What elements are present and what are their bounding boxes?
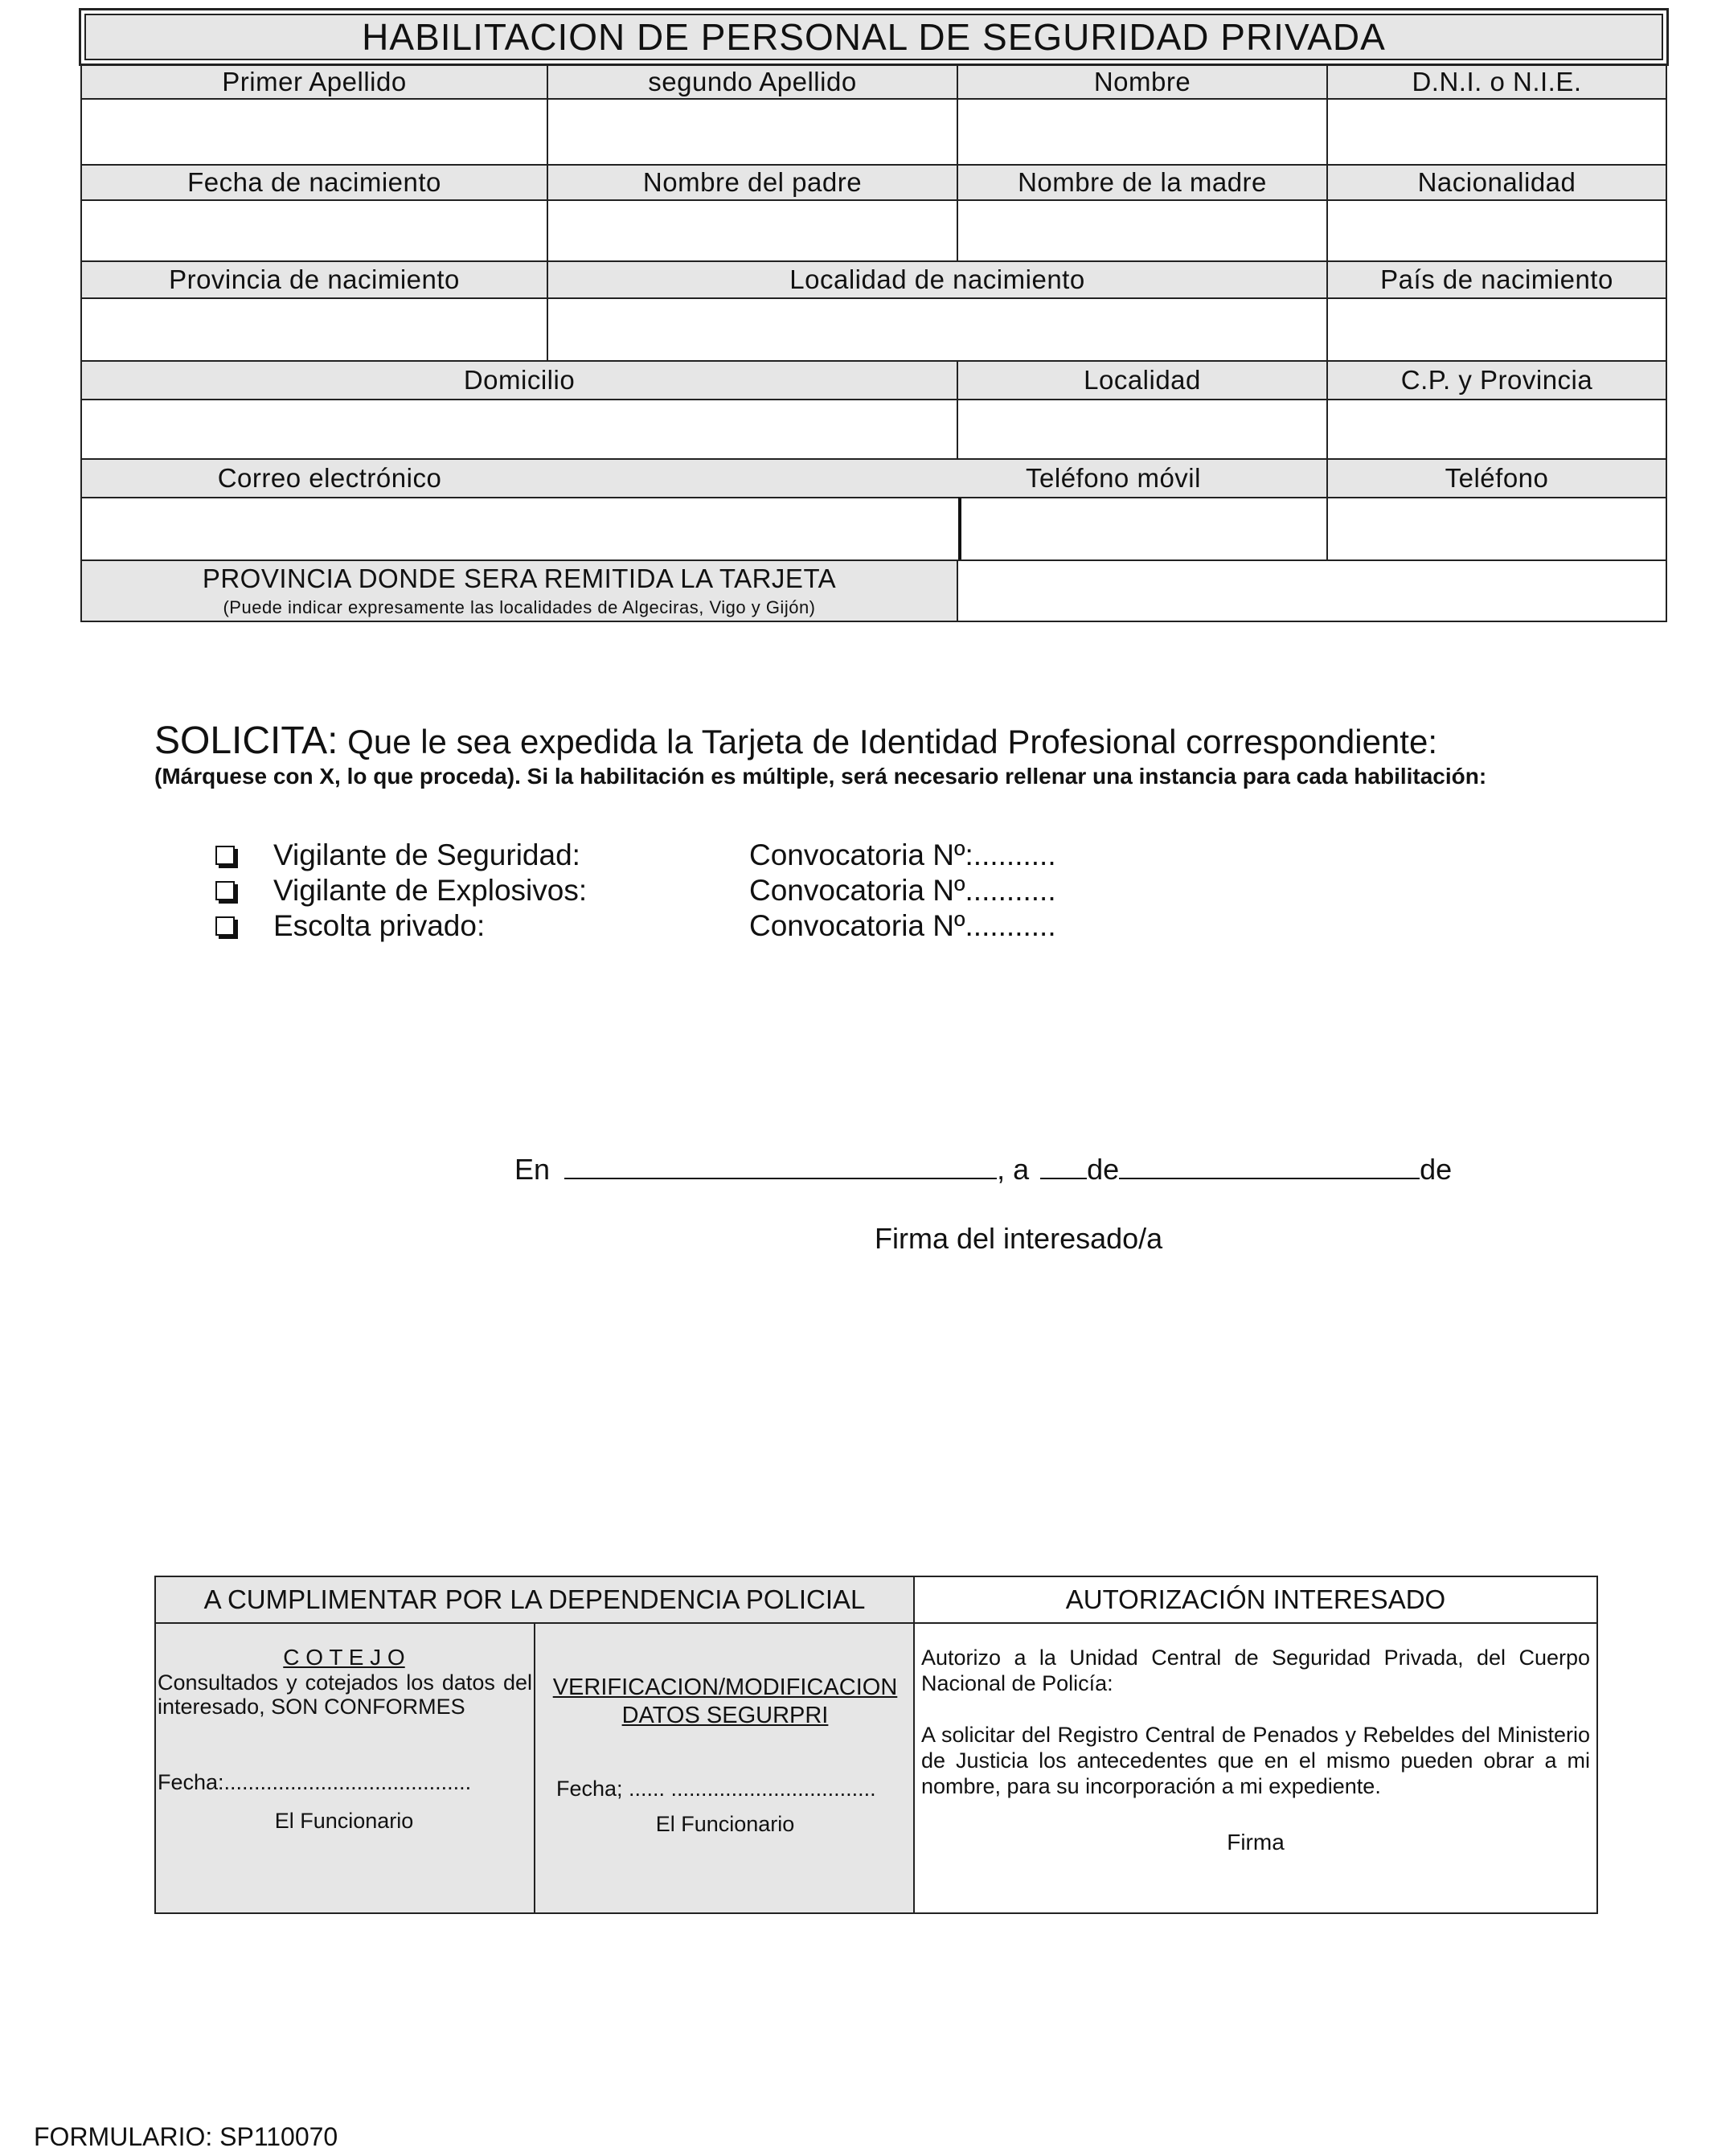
solicita-note: (Márquese con X, lo que proceda). Si la habilitación es múltiple, será necesario rellenar una instancia para cada habilitación: [154, 764, 1487, 789]
nombre-field[interactable] [957, 98, 1328, 166]
label-localidad: Localidad [957, 360, 1328, 400]
label-nacionalidad: Nacionalidad [1326, 164, 1667, 201]
authorization-p2: A solicitar del Registro Central de Penados y Rebeldes del Ministerio de Justicia los antecedentes que en el mismo pueden obrar a mi nombre, para su incorporación a mi expediente. [921, 1723, 1590, 1798]
option-escolta-privado [215, 907, 1180, 945]
label-provincia-tarjeta [80, 559, 958, 622]
verificacion-panel [534, 1622, 915, 1914]
vigilante-seguridad-convocatoria: Convocatoria Nº:.......... [749, 838, 1056, 871]
label-nombre-madre: Nombre de la madre [957, 164, 1328, 201]
telefono-field[interactable] [1326, 497, 1667, 561]
provincia-tarjeta-note: (Puede indicar expresamente las localidades de Algeciras, Vigo y Gijón) [223, 597, 816, 617]
label-domicilio: Domicilio [80, 360, 958, 400]
solicita-line [154, 719, 1666, 767]
dni-field[interactable] [1326, 98, 1667, 166]
authorization-header: AUTORIZACIÓN INTERESADO [913, 1576, 1598, 1624]
vigilante-seguridad-checkbox[interactable] [215, 846, 235, 865]
place-field[interactable] [564, 1154, 997, 1179]
escolta-privado-checkbox[interactable] [215, 916, 235, 936]
day-field[interactable] [1040, 1154, 1087, 1179]
label-dni: D.N.I. o N.I.E. [1326, 64, 1667, 100]
label-cp-provincia: C.P. y Provincia [1326, 360, 1667, 400]
localidad-field[interactable] [957, 399, 1328, 460]
solicita-text: Que le sea expedida la Tarjeta de Identidad Profesional correspondiente: [338, 723, 1437, 760]
de-label-2: de [1420, 1153, 1453, 1186]
label-localidad-nacimiento: Localidad de nacimiento [547, 260, 1328, 299]
escolta-privado-label: Escolta privado: [273, 909, 486, 942]
label-correo: Correo electrónico [217, 463, 442, 493]
label-primer-apellido: Primer Apellido [80, 64, 548, 100]
telefono-movil-field[interactable] [958, 497, 1328, 561]
place-date-line [514, 1153, 1640, 1195]
option-vigilante-seguridad [215, 836, 1180, 875]
vigilante-explosivos-convocatoria: Convocatoria Nº........... [749, 874, 1056, 907]
police-header: A CUMPLIMENTAR POR LA DEPENDENCIA POLICIAL [154, 1576, 915, 1624]
label-nombre: Nombre [957, 64, 1328, 100]
cotejo-fecha[interactable]: Fecha:......................................... [158, 1770, 472, 1794]
cotejo-funcionario: El Funcionario [274, 1809, 414, 1833]
label-provincia-nacimiento: Provincia de nacimiento [80, 260, 548, 299]
solicita-lead: SOLICITA: [154, 719, 338, 762]
label-telefono: Teléfono [1326, 458, 1667, 498]
nombre-padre-field[interactable] [547, 199, 958, 262]
en-label: En [514, 1153, 551, 1186]
segundo-apellido-field[interactable] [547, 98, 958, 166]
correo-field[interactable] [80, 497, 960, 561]
form-code: FORMULARIO: SP110070 [34, 2122, 338, 2151]
cotejo-title: C O T E J O [283, 1645, 405, 1670]
vigilante-explosivos-checkbox[interactable] [215, 881, 235, 900]
vigilante-seguridad-label: Vigilante de Seguridad: [273, 838, 580, 871]
label-fecha-nacimiento: Fecha de nacimiento [80, 164, 548, 201]
provincia-tarjeta-title: PROVINCIA DONDE SERA REMITIDA LA TARJETA [202, 564, 837, 593]
primer-apellido-field[interactable] [80, 98, 548, 166]
domicilio-field[interactable] [80, 399, 958, 460]
cotejo-text: Consultados y cotejados los datos del interesado, SON CONFORMES [158, 1670, 532, 1719]
label-telefono-movil: Teléfono móvil [1026, 463, 1201, 493]
a-label: , a [997, 1153, 1030, 1186]
authorization-firma: Firma [1227, 1830, 1285, 1855]
localidad-nacimiento-field[interactable] [547, 297, 1328, 362]
provincia-tarjeta-field[interactable] [957, 559, 1667, 622]
pais-nacimiento-field[interactable] [1326, 297, 1667, 362]
verificacion-fecha[interactable]: Fecha; ...... .................................. [556, 1777, 876, 1801]
firma-interesado: Firma del interesado/a [875, 1222, 1163, 1255]
provincia-nacimiento-field[interactable] [80, 297, 548, 362]
cp-provincia-field[interactable] [1326, 399, 1667, 460]
label-pais-nacimiento: País de nacimiento [1326, 260, 1667, 299]
label-segundo-apellido: segundo Apellido [547, 64, 958, 100]
option-vigilante-explosivos [215, 871, 1180, 910]
fecha-nacimiento-field[interactable] [80, 199, 548, 262]
escolta-privado-convocatoria: Convocatoria Nº........... [749, 909, 1056, 942]
authorization-p1: Autorizo a la Unidad Central de Seguridad Privada, del Cuerpo Nacional de Policía: [921, 1646, 1590, 1695]
form-title-frame [79, 8, 1669, 66]
nacionalidad-field[interactable] [1326, 199, 1667, 262]
vigilante-explosivos-label: Vigilante de Explosivos: [273, 874, 588, 907]
de-label-1: de [1087, 1153, 1120, 1186]
label-nombre-padre: Nombre del padre [547, 164, 958, 201]
month-field[interactable] [1119, 1154, 1420, 1179]
verificacion-funcionario: El Funcionario [655, 1812, 795, 1836]
nombre-madre-field[interactable] [957, 199, 1328, 262]
form-title: HABILITACION DE PERSONAL DE SEGURIDAD PRIVADA [84, 14, 1663, 60]
verificacion-title: VERIFICACION/MODIFICACION DATOS SEGURPRI [552, 1674, 898, 1728]
